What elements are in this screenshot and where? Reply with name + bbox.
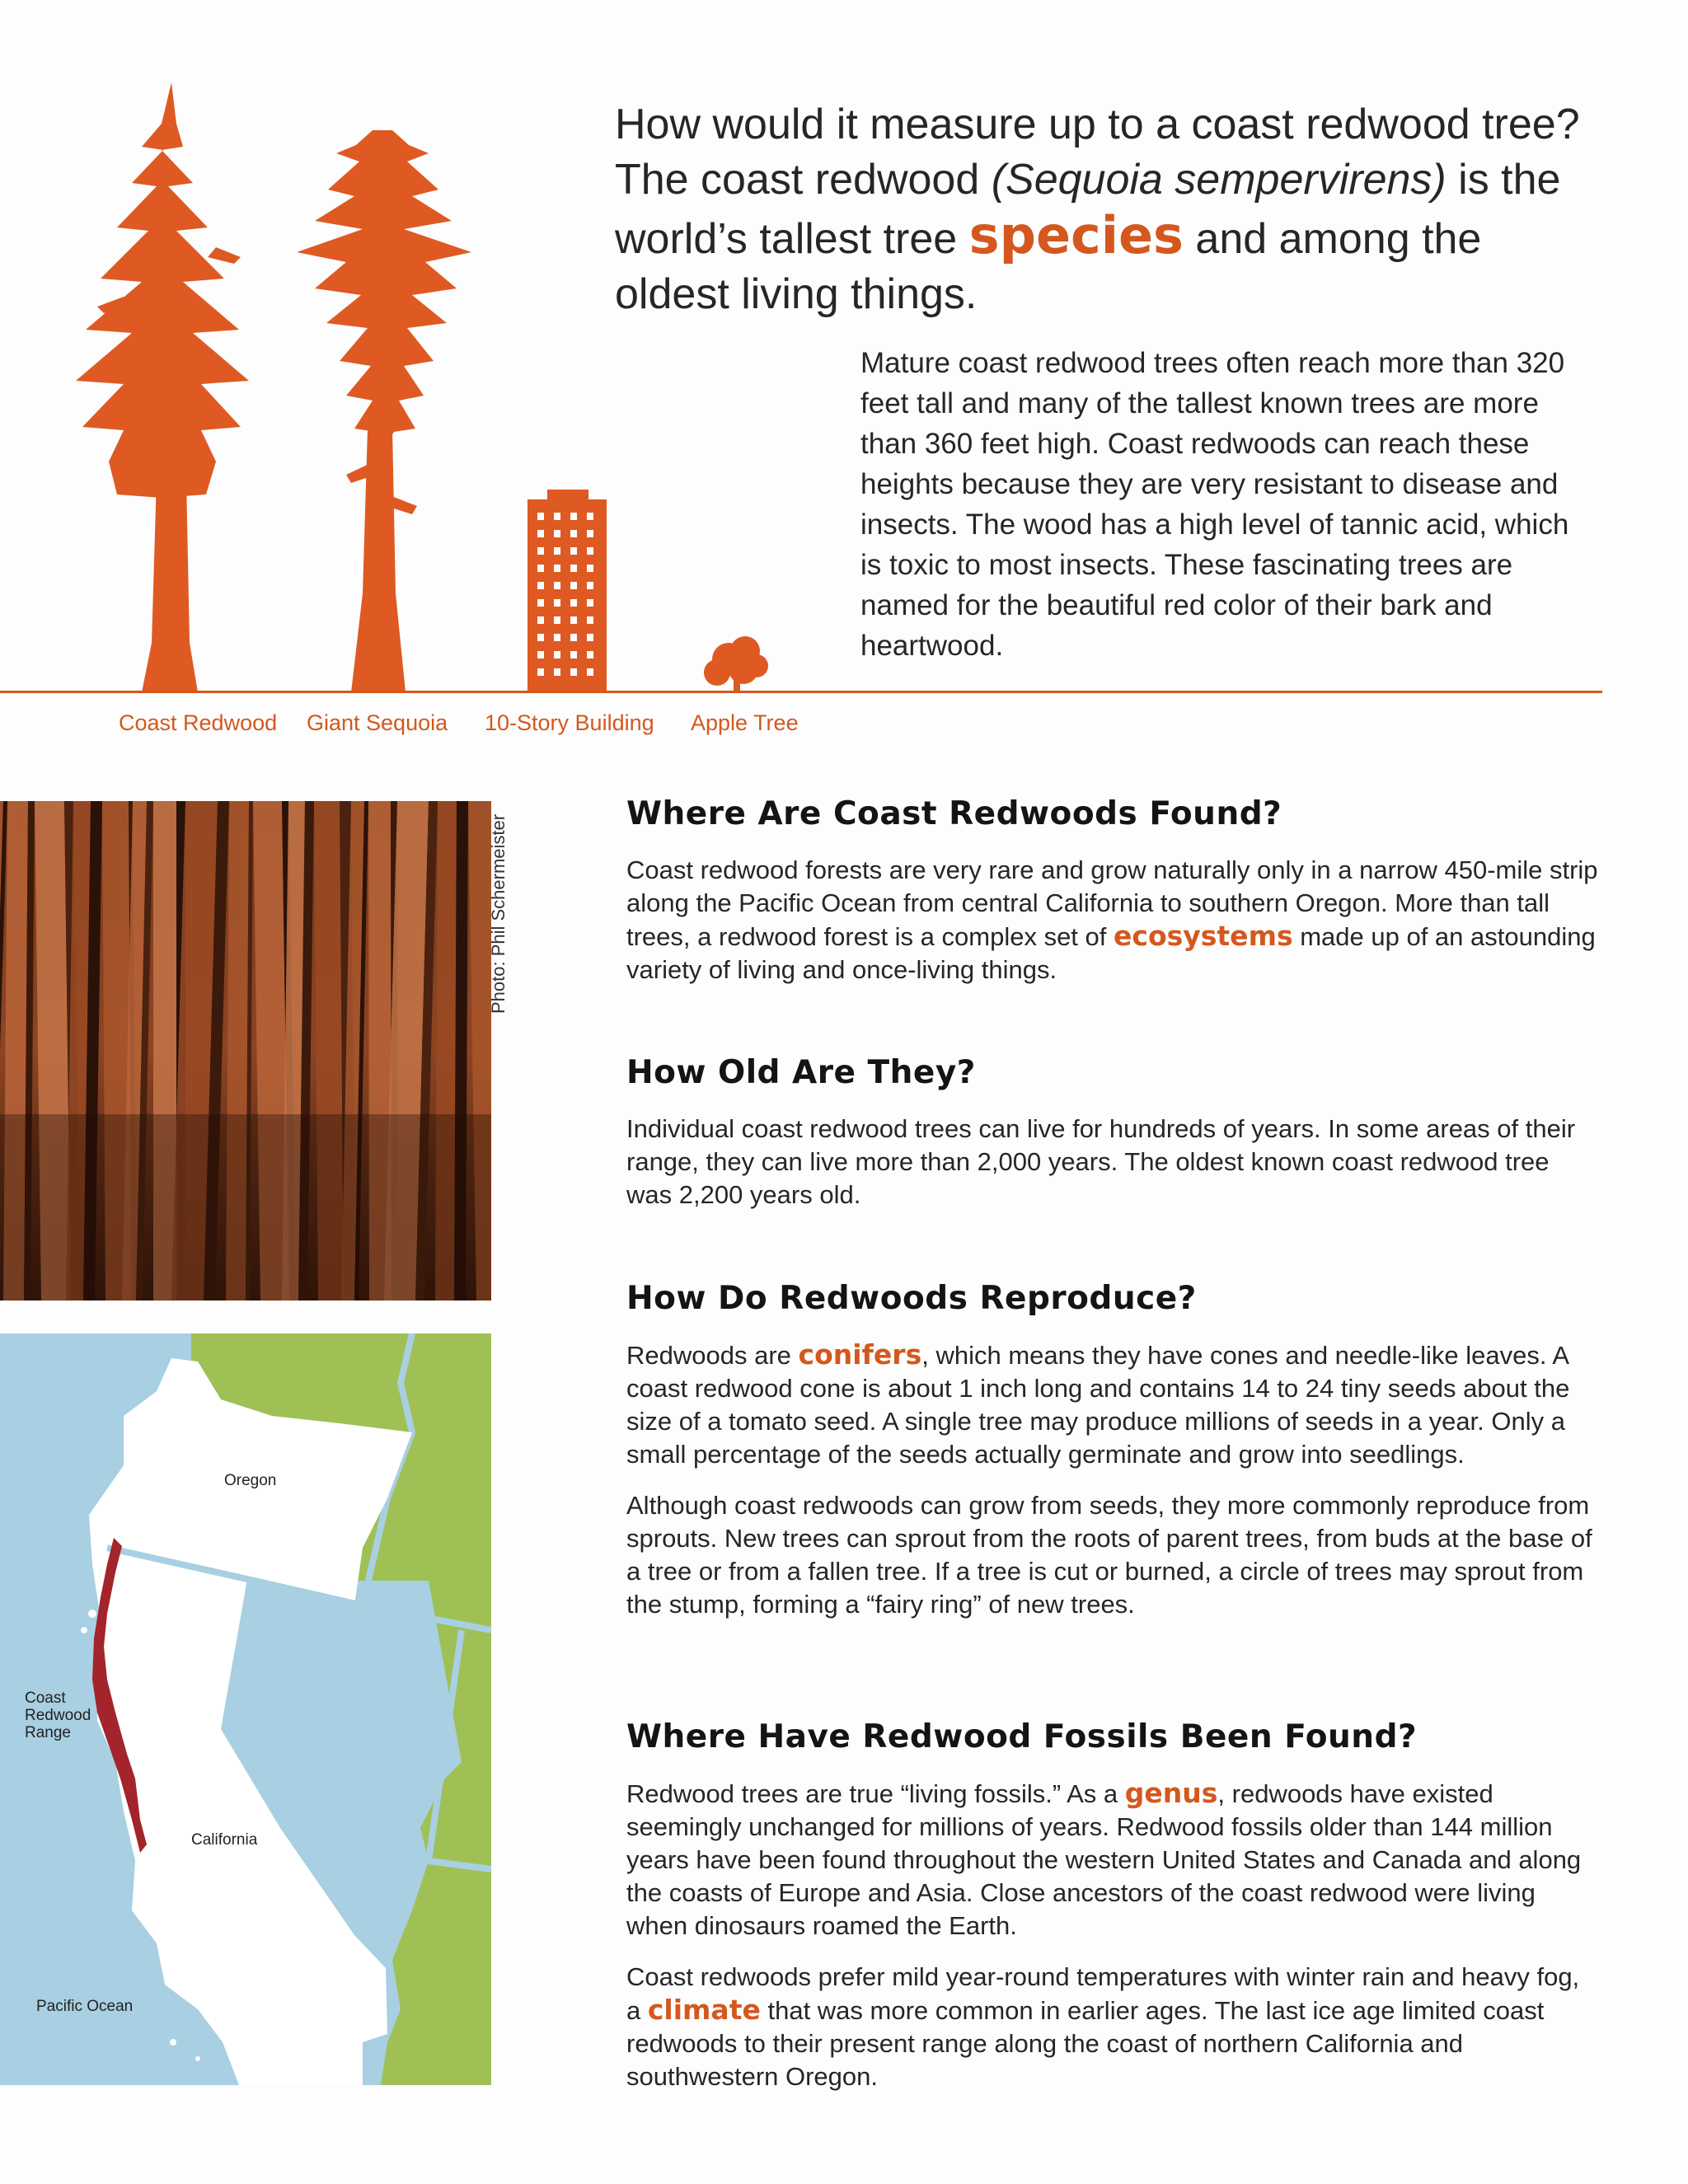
map-label-range: Coast Redwood Range: [25, 1690, 91, 1741]
intro-lead: [615, 97, 1604, 322]
intro-lead-text: is the world’s tallest tree: [615, 156, 1561, 263]
section-fossils: [626, 1718, 1599, 2111]
label-giant-sequoia: Giant Sequoia: [307, 710, 448, 735]
section-paragraph: Redwoods are conifers, which means they have cones and needle-like leaves. A coast redwood cone is about 1 inch long and contains 14 to 24 tiny seeds about the size of a tomato seed. A single tree may produce millions of seeds in a year. Only a small percentage of the seeds actually germinate and grow into seedlings.: [626, 1338, 1570, 1469]
intro-lead-text: and among the oldest living things.: [615, 215, 1482, 318]
coast-redwood-icon: [76, 82, 249, 692]
section-heading: Where Have Redwood Fossils Been Found?: [626, 1718, 1418, 1755]
label-building: 10-Story Building: [485, 710, 654, 735]
ground-line: [0, 691, 1602, 693]
map-label-california: California: [191, 1831, 258, 1849]
section-paragraph: Coast redwood forests are very rare and grow naturally only in a narrow 450-mile strip along the Pacific Ocean from central California to southern Oregon. More than tall trees, a redwood forest is a complex set of ecosystems made up of an astounding variety of living and once-living things.: [626, 855, 1598, 984]
glossary-term-ecosystems: ecosystems: [1114, 920, 1293, 952]
section-paragraph: Redwood trees are true “living fossils.” As a genus, redwoods have existed seemingly unchanged for millions of years. Redwood fossils older than 144 million years have been found throughout the western United States and Canada and along the coasts of Europe and Asia. Close ancestors of the coast redwood were living when dinosaurs roamed the Earth.: [626, 1777, 1582, 1940]
section-paragraph: Coast redwoods prefer mild year-round temperatures with winter rain and heavy fog, a climate that was more common in earlier ages. The last ice age limited coast redwoods to their present range along the coast of northern California and southwestern Oregon.: [626, 1962, 1580, 2091]
section-paragraph: Although coast redwoods can grow from seeds, they more commonly reproduce from sprouts. New trees can sprout from the roots of parent trees, from buds at the base of a tree or from a fallen tree. If a tree is cut or burned, a circle of trees may sprout from the stump, forming a “fairy ring” of new trees.: [626, 1491, 1592, 1619]
section-heading: Where Are Coast Redwoods Found?: [626, 795, 1282, 832]
giant-sequoia-icon: [297, 130, 471, 692]
intro-body: Mature coast redwood trees often reach more than 320 feet tall and many of the tallest known trees are more than 360 feet high. Coast redwoods can reach these heights because they are very resistant to disease and insects. The wood has a high level of tannic acid, which is toxic to most insects. These fascinating trees are named for the beautiful red color of their bark and heartwood.: [860, 347, 1569, 662]
intro-lead-text: How would it measure up to a coast redwood tree? The coast redwood: [615, 101, 1580, 204]
section-heading: How Do Redwoods Reproduce?: [626, 1280, 1197, 1317]
section-how-old: [626, 1053, 1599, 1230]
map-label-ocean: Pacific Ocean: [36, 1998, 134, 2015]
photo-credit: Photo: Phil Schermeister: [488, 813, 509, 1014]
label-apple-tree: Apple Tree: [691, 710, 799, 735]
section-heading: How Old Are They?: [626, 1054, 976, 1091]
glossary-term-genus: genus: [1124, 1777, 1218, 1809]
building-icon: [528, 490, 607, 692]
section-reproduce: [626, 1279, 1599, 1639]
bark-photo: [0, 801, 491, 1301]
glossary-term-species: species: [968, 205, 1184, 265]
label-coast-redwood: Coast Redwood: [119, 710, 278, 735]
glossary-term-conifers: conifers: [798, 1338, 922, 1371]
scientific-name: (Sequoia sempervirens): [991, 156, 1447, 204]
map-label-oregon: Oregon: [224, 1472, 277, 1489]
apple-tree-icon: [704, 636, 768, 692]
glossary-term-climate: climate: [647, 1994, 761, 2026]
section-paragraph: Individual coast redwood trees can live for hundreds of years. In some areas of their range, they can live more than 2,000 years. The oldest known coast redwood tree was 2,200 years old.: [626, 1114, 1576, 1209]
section-where-found: [626, 794, 1599, 1005]
